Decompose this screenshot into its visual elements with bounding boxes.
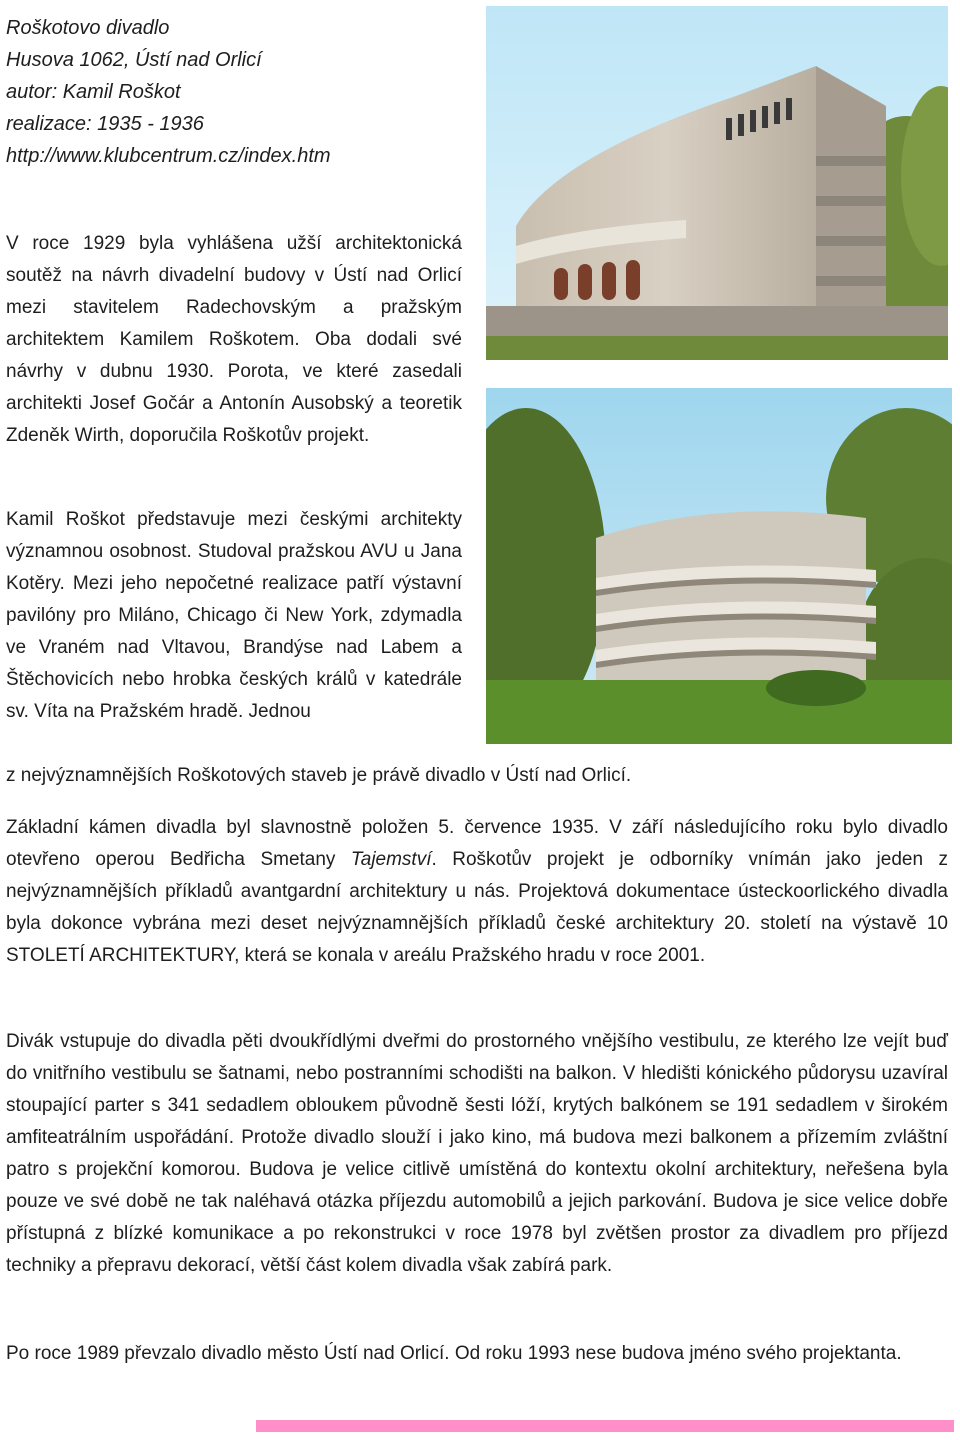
architect-column	[6, 504, 462, 728]
paragraph-competition: V roce 1929 byla vyhlášena užší architektonická soutěž na návrh divadelní budovy v Ústí nad Orlicí mezi stavitelem Radechovským a pražským architektem Kamilem Roškotem. Oba dodali své návrhy v dubnu 1930. Porota, ve které zasedali architekti Josef Gočár a Antonín Ausobský a teoretik Zdeněk Wirth, doporučila Roškotův projekt.	[6, 233, 462, 446]
paragraph-architect: Kamil Roškot představuje mezi českými architekty významnou osobnost. Studoval pražskou AVU u Jana Kotěry. Mezi jeho nepočetné realizace patří výstavní pavilóny pro Miláno, Chicago či New York, zdymadla ve Vraném nad Vltavou, Brandýse nad Labem a Štěchovicích nebo hrobka českých králů v katedrále sv. Víta na Pražském hradě. Jednou	[6, 509, 462, 722]
building-address: Husova 1062, Ústí nad Orlicí	[6, 49, 262, 71]
paragraph-interior: Divák vstupuje do divadla pěti dvoukřídlými dveřmi do prostorného vnějšího vestibulu, ze kterého lze vejít buď do vnitřního vestibulu se šatnami, nebo postranními schodišti na balkon. V hledišti kónického půdorysu uzavíral stoupající parter s 341 sedadlem obloukem původně šesti lóží, krytých balkónem se 191 sedadlem v širokém amfiteatrálním uspořádání. Protože divadlo slouží i jako kino, má budova mezi balkonem a přízemím zvláštní patro s projekční komorou. Budova je velice citlivě umístěná do kontextu okolní architektury, neřešena byla pouze ve své době ne tak naléhavá otázka příjezdu automobilů a jejich parkování. Budova je sice velice dobře přístupná z blízké komunikace a po rekonstrukci v roce 1978 byl zvětšen prostor za divadlem pro příjezd techniky a přepravu dekorací, větší část kolem divadla však zabírá park.	[6, 1031, 948, 1276]
footer-accent-bar	[256, 1420, 954, 1432]
history-section	[6, 812, 948, 972]
theatre-facade-photo	[486, 6, 948, 360]
theatre-side-photo	[486, 388, 952, 744]
architect-paragraph-continuation	[6, 760, 948, 792]
building-title: Roškotovo divadlo	[6, 17, 170, 39]
paragraph-foundation-end: . Roškotův projekt je odborníky vnímán jako jeden z nejvýznamnějších příkladů avantgardní architektury u nás. Projektová dokumentace ústeckoorlického divadla byla dokonce vybrána mezi deset nejvýznamnějších příkladů české architektury 20. století na výstavě 10 STOLETÍ ARCHITEKTURY, která se konala v areálu Pražského hradu v roce 2001.	[6, 849, 949, 966]
intro-column	[6, 228, 462, 452]
building-author: autor: Kamil Roškot	[6, 81, 181, 103]
opera-title: Tajemství	[350, 849, 432, 870]
paragraph-architect-end: z nejvýznamnějších Roškotových staveb je právě divadlo v Ústí nad Orlicí.	[6, 765, 632, 786]
description-section	[6, 1026, 948, 1282]
ownership-section	[6, 1338, 948, 1370]
source-url: http://www.klubcentrum.cz/index.htm	[6, 145, 331, 167]
paragraph-foundation	[6, 812, 948, 972]
paragraph-ownership: Po roce 1989 převzalo divadlo město Ústí nad Orlicí. Od roku 1993 nese budova jméno svého projektanta.	[6, 1343, 902, 1364]
paragraph-foundation-start: Základní kámen divadla byl slavnostně položen 5. července 1935. V září následujícího roku bylo divadlo otevřeno operou Bedřicha Smetany	[6, 817, 948, 870]
building-realization: realizace: 1935 - 1936	[6, 113, 204, 135]
document-header	[6, 12, 476, 172]
